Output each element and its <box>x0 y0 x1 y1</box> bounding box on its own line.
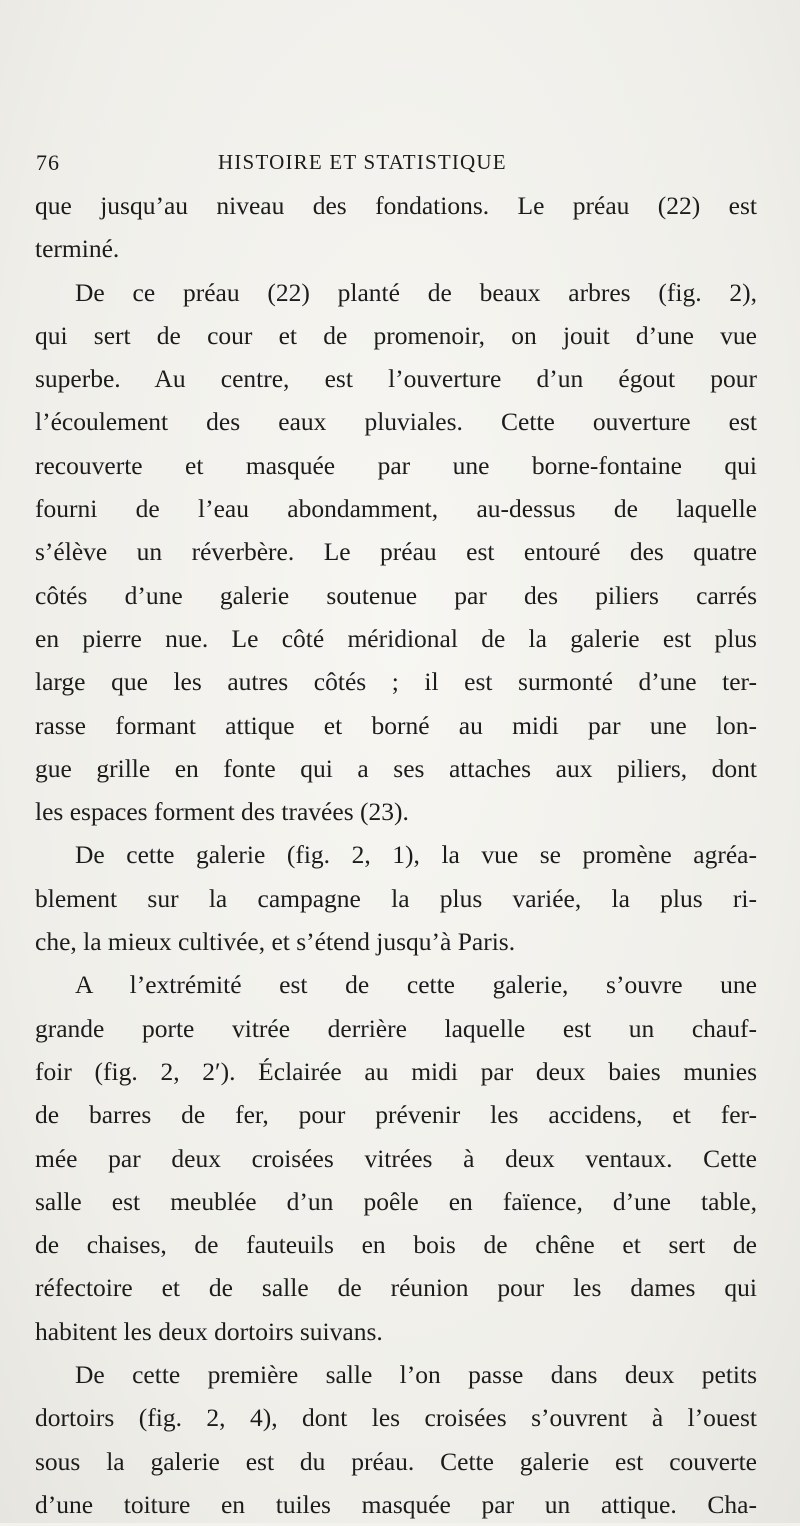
text-line: de chaises, de fauteuils en bois de chêne et sert de <box>35 1230 757 1260</box>
text-line: de barres de fer, pour prévenir les accidens, et fer- <box>35 1100 757 1130</box>
text-line: qui sert de cour et de promenoir, on jouit d’une vue <box>35 320 757 350</box>
text-line: A l’extrémité est de cette galerie, s’ouvre une <box>75 970 757 1000</box>
text-line: que jusqu’au niveau des fondations. Le préau (22) est <box>35 191 757 220</box>
text-line: De cette galerie (fig. 2, 1), la vue se promène agréa- <box>75 840 757 870</box>
text-line: les espaces forment des travées (23). <box>35 797 409 827</box>
text-line: côtés d’une galerie soutenue par des piliers carrés <box>35 580 757 610</box>
text-line: dortoirs (fig. 2, 4), dont les croisées s’ouvrent à l’ouest <box>35 1403 757 1433</box>
text-line: De cette première salle l’on passe dans deux petits <box>75 1360 757 1390</box>
text-line: gue grille en fonte qui a ses attaches aux piliers, dont <box>35 753 757 783</box>
text-line: mée par deux croisées vitrées à deux ventaux. Cette <box>35 1143 757 1173</box>
text-line: salle est meublée d’un poêle en faïence, d’une table, <box>35 1186 757 1216</box>
text-line: che, la mieux cultivée, et s’étend jusqu’à Paris. <box>35 927 516 957</box>
text-line: rasse formant attique et borné au midi par une lon- <box>35 710 757 740</box>
text-line: réfectoire et de salle de réunion pour les dames qui <box>35 1273 757 1303</box>
text-line: foir (fig. 2, 2′). Éclairée au midi par deux baies munies <box>35 1056 757 1086</box>
text-line: recouverte et masquée par une borne-fontaine qui <box>35 450 757 480</box>
text-line: blement sur la campagne la plus variée, la plus ri- <box>35 883 757 913</box>
text-line: De ce préau (22) planté de beaux arbres (fig. 2), <box>75 277 757 307</box>
running-head: HISTOIRE ET STATISTIQUE <box>218 150 507 174</box>
text-line: en pierre nue. Le côté méridional de la galerie est plus <box>35 623 757 653</box>
text-line: grande porte vitrée derrière laquelle est un chauf- <box>35 1013 757 1043</box>
text-line: superbe. Au centre, est l’ouverture d’un égout pour <box>35 364 757 394</box>
page-number: 76 <box>36 150 60 175</box>
text-line: d’une toiture en tuiles masquée par un attique. Cha- <box>35 1489 757 1519</box>
page-header <box>36 150 756 182</box>
body-text <box>35 184 757 1526</box>
text-line: large que les autres côtés ; il est surmonté d’une ter- <box>35 667 757 697</box>
text-line: sous la galerie est du préau. Cette galerie est couverte <box>35 1446 757 1476</box>
text-line: fourni de l’eau abondamment, au-dessus de laquelle <box>35 494 757 524</box>
text-line: habitent les deux dortoirs suivans. <box>35 1316 383 1346</box>
text-line: terminé. <box>35 234 120 264</box>
text-line: s’élève un réverbère. Le préau est entouré des quatre <box>35 537 757 567</box>
text-line: l’écoulement des eaux pluviales. Cette ouverture est <box>35 407 757 437</box>
